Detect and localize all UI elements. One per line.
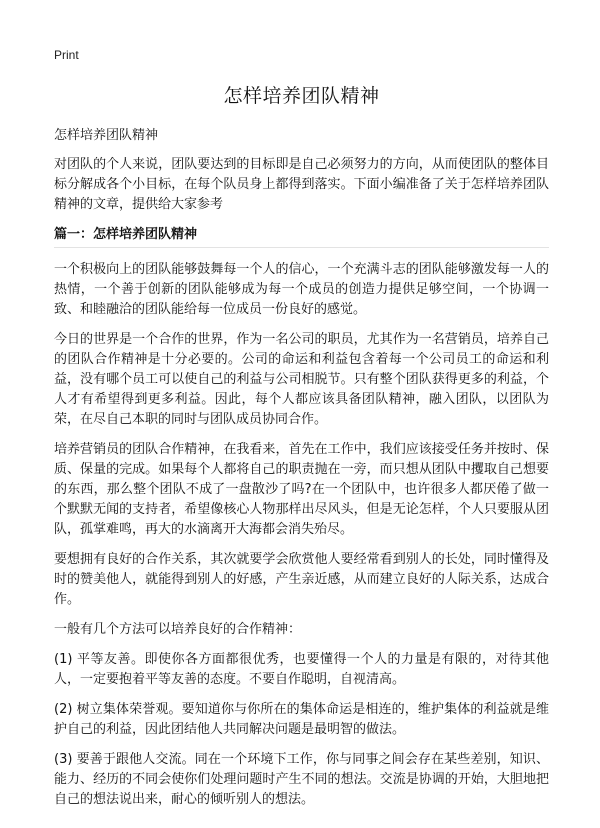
method-item: (1) 平等友善。即使你各方面都很优秀，也要懂得一个人的力量是有限的，对待其他人，一定要抱着平等友善的态度。不要自作聪明，自视清高。 (54, 652, 549, 687)
body-paragraph: 今日的世界是一个合作的世界，作为一名公司的职员，尤其作为一名营销员，培养自己的团队合作精神是十分必要的。公司的命运和利益包含着每一个公司员工的命运和利益，没有哪个员工可以使自己的利益与公司相脱节。只有整个团队获得更多的利益，个人才有希望得到更多利益。因此，每个人都应该具备团队精神，融入团队，以团队为荣，在尽自己本职的同时与团队成员协同合作。 (54, 332, 549, 427)
document-subtitle: 怎样培养团队精神 (54, 128, 159, 143)
intro-paragraph: 对团队的个人来说，团队要达到的目标即是自己必须努力的方向，从而使团队的整体目标分解成各个小目标，在每个队员身上都得到落实。下面小编准备了关于怎样培养团队精神的文章，提供给大家参考 (54, 157, 549, 212)
body-paragraph: 培养营销员的团队合作精神，在我看来，首先在工作中，我们应该接受任务并按时、保质、保量的完成。如果每个人都将自己的职责抛在一旁，而只想从团队中攫取自己想要的东西，那么整个团队不成了一盘散沙了吗?在一个团队中，也许很多人都厌倦了做一个默默无闻的支持者，希望像核心人物那样出尽风头，但是无论怎样，个人只要服从团队，孤掌难鸣，再大的水滴离开大海都会消失殆尽。 (54, 442, 549, 537)
body-paragraph: 一个积极向上的团队能够鼓舞每一个人的信心，一个充满斗志的团队能够激发每一人的热情，一个善于创新的团队能够成为每一个成员的创造力提供足够空间，一个协调一致、和睦融洽的团队能给每一位成员一份良好的感觉。 (54, 262, 549, 317)
print-link[interactable]: Print (54, 48, 79, 62)
document-title: 怎样培养团队精神 (223, 85, 380, 107)
section-heading: 篇一：怎样培养团队精神 (54, 225, 549, 248)
body-paragraph: 要想拥有良好的合作关系，其次就要学会欣赏他人要经常看到别人的长处，同时懂得及时的赞美他人，就能得到别人的好感，产生亲近感，从而建立良好的人际关系，达成合作。 (54, 552, 549, 607)
method-item: (2) 树立集体荣誉观。要知道你与你所在的集体命运是相连的，维护集体的利益就是维护自己的利益，因此团结他人共同解决问题是最明智的做法。 (54, 702, 549, 737)
document-page (54, 44, 549, 810)
methods-intro: 一般有几个方法可以培养良好的合作精神： (54, 622, 302, 637)
method-item: (3) 要善于跟他人交流。同在一个环境下工作，你与同事之间会存在某些差别，知识、能力、经历的不同会使你们处理问题时产生不同的想法。交流是协调的开始，大胆地把自己的想法说出来，耐心的倾听别人的想法。 (54, 752, 549, 807)
